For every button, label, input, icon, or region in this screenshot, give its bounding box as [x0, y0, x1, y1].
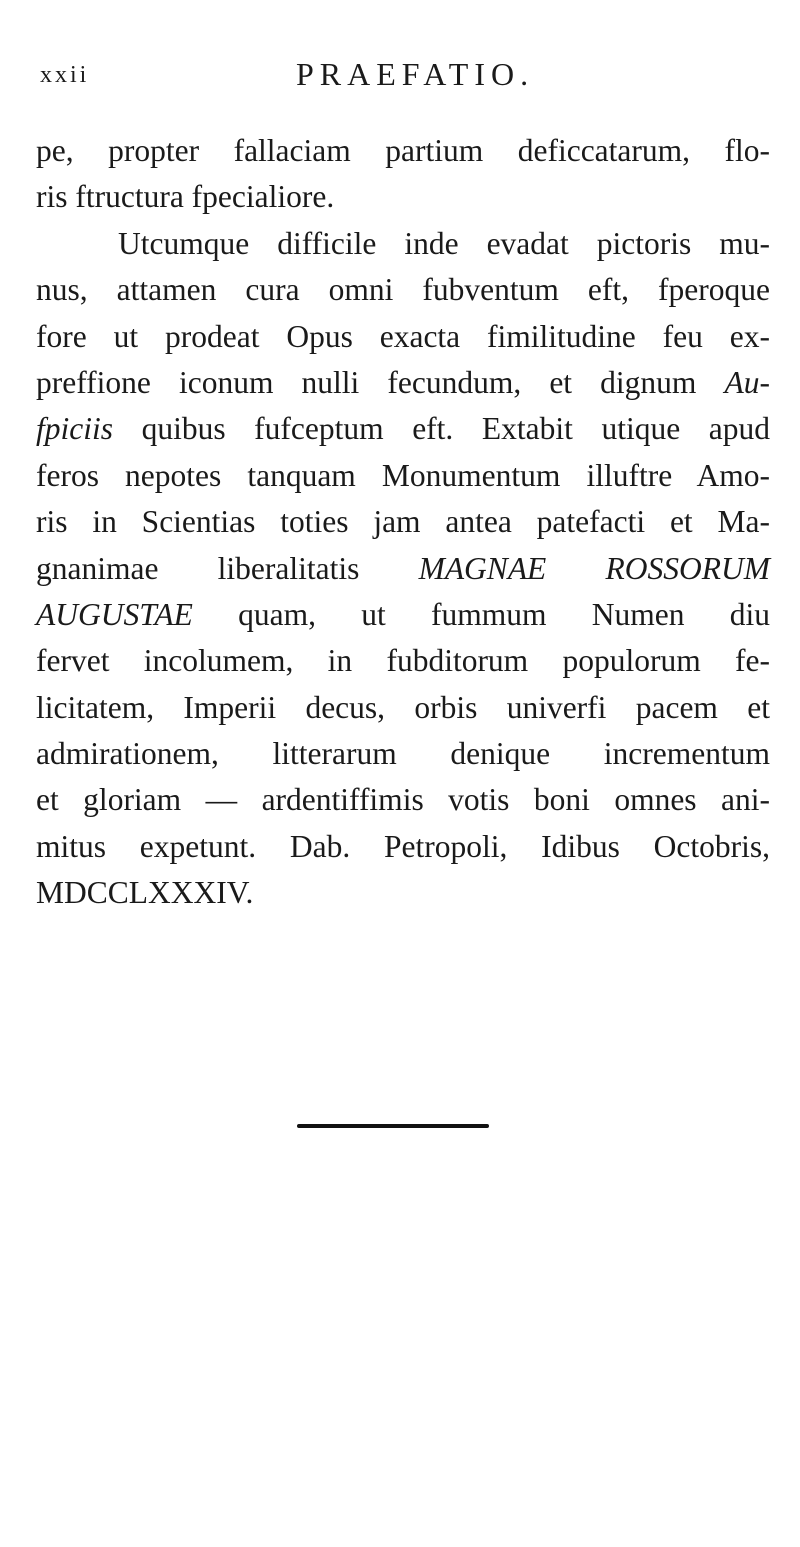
- text-run: fore ut prodeat Opus exacta fimilitudine feu ex-: [36, 318, 770, 354]
- text-line: [36, 360, 770, 406]
- text-line: [36, 174, 770, 220]
- text-line: [36, 870, 770, 916]
- text-run: fervet incolumem, in fubditorum populorum fe-: [36, 643, 770, 679]
- text-line: [36, 638, 770, 684]
- text-line: [36, 824, 770, 870]
- body-text: [36, 128, 770, 917]
- page-header: [40, 56, 770, 96]
- running-title: PRAEFATIO.: [296, 56, 535, 92]
- text-line: [36, 592, 770, 638]
- text-run: preffione iconum nulli fecundum, et dignum: [36, 364, 725, 400]
- text-run: MDCCLXXXIV.: [36, 875, 254, 911]
- text-run: gnanimae liberalitatis: [36, 550, 419, 586]
- text-run: Utcumque difficile inde evadat pictoris mu-: [118, 225, 770, 261]
- text-line: [36, 406, 770, 452]
- italic-text-run: MAGNAE ROSSORUM: [418, 550, 770, 586]
- text-run: quam, ut fummum Numen diu: [192, 596, 770, 632]
- text-run: nus, attamen cura omni fubventum eft, fperoque: [36, 272, 770, 308]
- text-run: et gloriam — ardentiffimis votis boni omnes ani-: [36, 782, 770, 818]
- text-run: ris ftructura fpecialiore.: [36, 179, 335, 215]
- text-line: [36, 499, 770, 545]
- text-line: [36, 546, 770, 592]
- text-run: quibus fufceptum eft. Extabit utique apud: [113, 411, 770, 447]
- text-run: licitatem, Imperii decus, orbis univerfi pacem et: [36, 689, 770, 725]
- italic-text-run: fpiciis: [36, 411, 113, 447]
- text-line: [36, 221, 770, 267]
- text-run: ris in Scientias toties jam antea patefacti et Ma-: [36, 504, 770, 540]
- page-number: xxii: [40, 62, 90, 88]
- text-run: mitus expetunt. Dab. Petropoli, Idibus Octobris,: [36, 828, 770, 864]
- italic-text-run: AUGUSTAE: [36, 596, 193, 632]
- text-run: admirationem, litterarum denique incrementum: [36, 736, 770, 772]
- text-run: pe, propter fallaciam partium deficcatarum, flo-: [36, 133, 770, 168]
- italic-text-run: Au-: [724, 364, 770, 400]
- text-line: [36, 777, 770, 823]
- text-line: [36, 128, 770, 174]
- text-run: feros nepotes tanquam Monumentum illuftre Amo-: [36, 457, 770, 493]
- text-line: [36, 685, 770, 731]
- text-line: [36, 731, 770, 777]
- section-end-rule: [297, 1124, 489, 1128]
- text-line: [36, 267, 770, 313]
- text-line: [36, 314, 770, 360]
- text-line: [36, 453, 770, 499]
